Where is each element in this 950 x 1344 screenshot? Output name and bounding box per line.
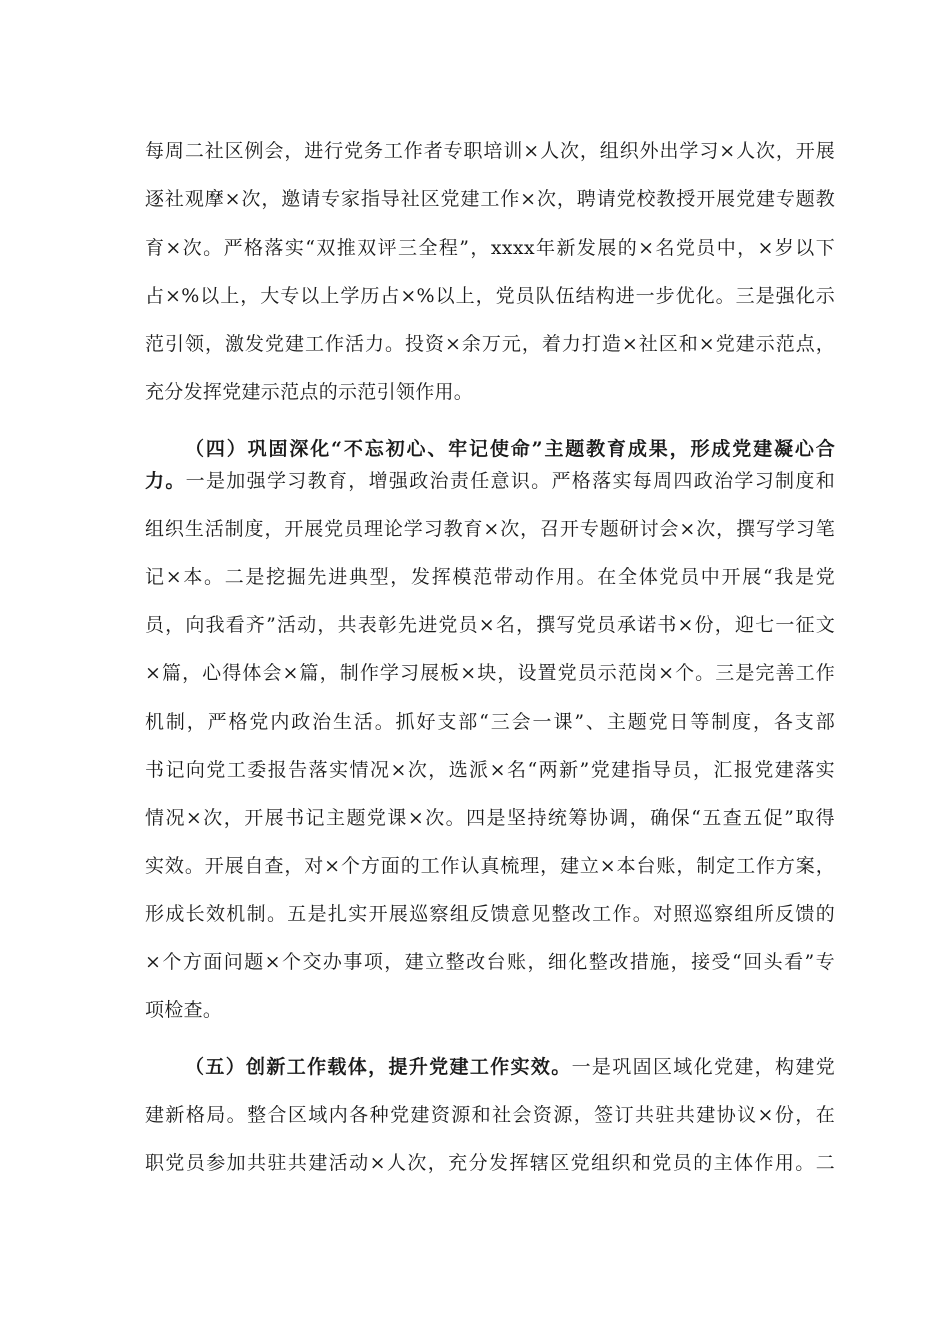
section-heading-four: （四）巩固深化“不忘初心、牢记使命”主题教育成果，形成党建凝心合 [185,438,835,460]
paragraph-line: ×篇，心得体会×篇，制作学习展板×块，设置党员示范岗×个。三是完善工作 [145,662,835,684]
paragraph-line: 组织生活制度，开展党员理论学习教育×次，召开专题研讨会×次，撰写学习笔 [145,518,835,540]
paragraph-line: 建新格局。整合区域内各种党建资源和社会资源，签订共驻共建协议×份，在 [145,1104,835,1126]
paragraph-line: 书记向党工委报告落实情况×次，选派×名“两新”党建指导员，汇报党建落实 [145,759,835,781]
paragraph-line: 项检查。 [145,999,223,1021]
paragraph-line: 情况×次，开展书记主题党课×次。四是坚持统筹协调，确保“五查五促”取得 [145,807,835,829]
paragraph-line: 范引领，激发党建工作活力。投资×余万元，着力打造×社区和×党建示范点， [145,333,835,355]
paragraph-line: ×个方面问题×个交办事项，建立整改台账，细化整改措施，接受“回头看”专 [145,951,835,973]
paragraph-line: 员，向我看齐”活动，共表彰先进党员×名，撰写党员承诺书×份，迎七一征文 [145,614,835,636]
paragraph-line: 职党员参加共驻共建活动×人次，充分发挥辖区党组织和党员的主体作用。二 [145,1152,835,1174]
paragraph-line: 实效。开展自查，对×个方面的工作认真梳理，建立×本台账，制定工作方案， [145,855,835,877]
paragraph-text: 一是加强学习教育，增强政治责任意识。严格落实每周四政治学习制度和 [185,470,835,492]
paragraph-text: 一是巩固区域化党建，构建党 [571,1056,835,1078]
paragraph-line: 记×本。二是挖掘先进典型，发挥模范带动作用。在全体党员中开展“我是党 [145,566,835,588]
paragraph-line: 每周二社区例会，进行党务工作者专职培训×人次，组织外出学习×人次，开展 [145,140,835,162]
section-heading-four-end: 力。 [145,470,186,492]
paragraph-line: 育×次。严格落实“双推双评三全程”，xxxx年新发展的×名党员中，×岁以下 [145,237,835,259]
paragraph-line: 占×%以上，大专以上学历占×%以上，党员队伍结构进一步优化。三是强化示 [145,285,835,307]
paragraph-line [145,466,835,496]
paragraph-line: 充分发挥党建示范点的示范引领作用。 [145,381,474,403]
section-heading-five: （五）创新工作载体，提升党建工作实效。 [185,1056,572,1078]
paragraph-line: 形成长效机制。五是扎实开展巡察组反馈意见整改工作。对照巡察组所反馈的 [145,903,835,925]
paragraph-line: 逐社观摩×次，邀请专家指导社区党建工作×次，聘请党校教授开展党建专题教 [145,188,835,210]
paragraph-line [185,1052,835,1082]
paragraph-line: 机制，严格党内政治生活。抓好支部“三会一课”、主题党日等制度，各支部 [145,711,835,733]
